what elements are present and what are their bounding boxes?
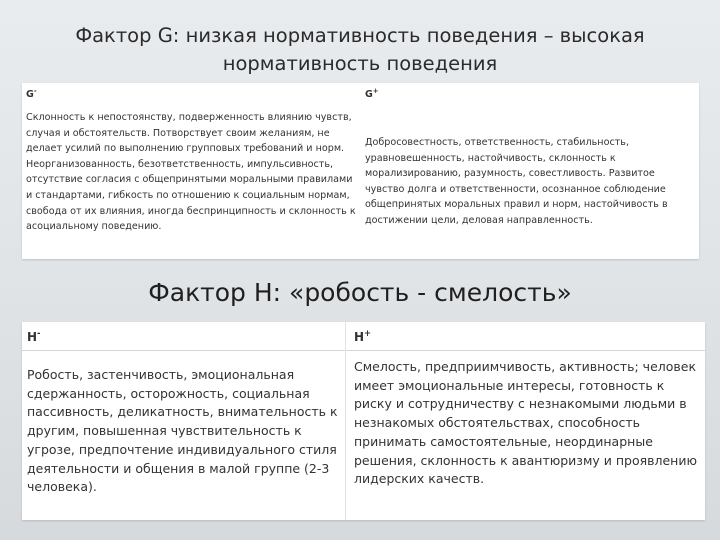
h-minus-header: H- [27, 328, 41, 344]
factor-g-title-line1: Фактор G: низкая нормативность поведения – высокая [75, 24, 645, 47]
column-divider [345, 322, 346, 520]
h-plus-header: H+ [354, 328, 372, 344]
h-minus-description: Робость, застенчивость, эмоциональная сдержанность, осторожность, социальная пассивность, деликатность, внимательность к другим, повышенная чувствительность к угрозе, предпочтение индивидуального стиля деятельности и общения в малой группе (2-3 человека). [27, 367, 338, 495]
h-plus-description: Смелость, предприимчивость, активность; человек имеет эмоциональные интересы, готовность к риску и сотрудничеству с незнакомыми людьми в незнакомых обстоятельствах, способность принимать самостоятельные, неординарные решения, склонность к авантюризму и проявлению лидерских качеств. [354, 359, 697, 487]
header-divider [22, 350, 705, 351]
g-minus-header: G- [26, 86, 37, 100]
g-minus-description: Склонность к непостоянству, подверженность влиянию чувств, случая и обстоятельств. Потворствует своим желаниям, не делает усилий по выполнению групповых требований и норм. Неорганизованность, безответственность, импульсивность, отсутствие согласия с общепринятыми моральными правилами и стандартами, гибкость по отношению к социальным нормам, свобода от их влияния, иногда беспринципность и склонность к асоциальному поведению. [26, 112, 356, 233]
factor-h-table [22, 322, 705, 520]
factor-g-table [22, 83, 699, 259]
factor-g-title [0, 22, 720, 78]
g-plus-description: Добросовестность, ответственность, стабильность, уравновешенность, настойчивость, склонность к морализированию, разумность, совестливость. Развитое чувство долга и ответственности, осознанное соблюдение общепринятых моральных правил и норм, настойчивость в достижении цели, деловая направленность. [365, 137, 668, 226]
g-plus-header: G+ [365, 86, 379, 100]
factor-h-title: Фактор H: «робость - смелость» [148, 278, 572, 307]
factor-g-title-line2: нормативность поведения [222, 52, 498, 75]
